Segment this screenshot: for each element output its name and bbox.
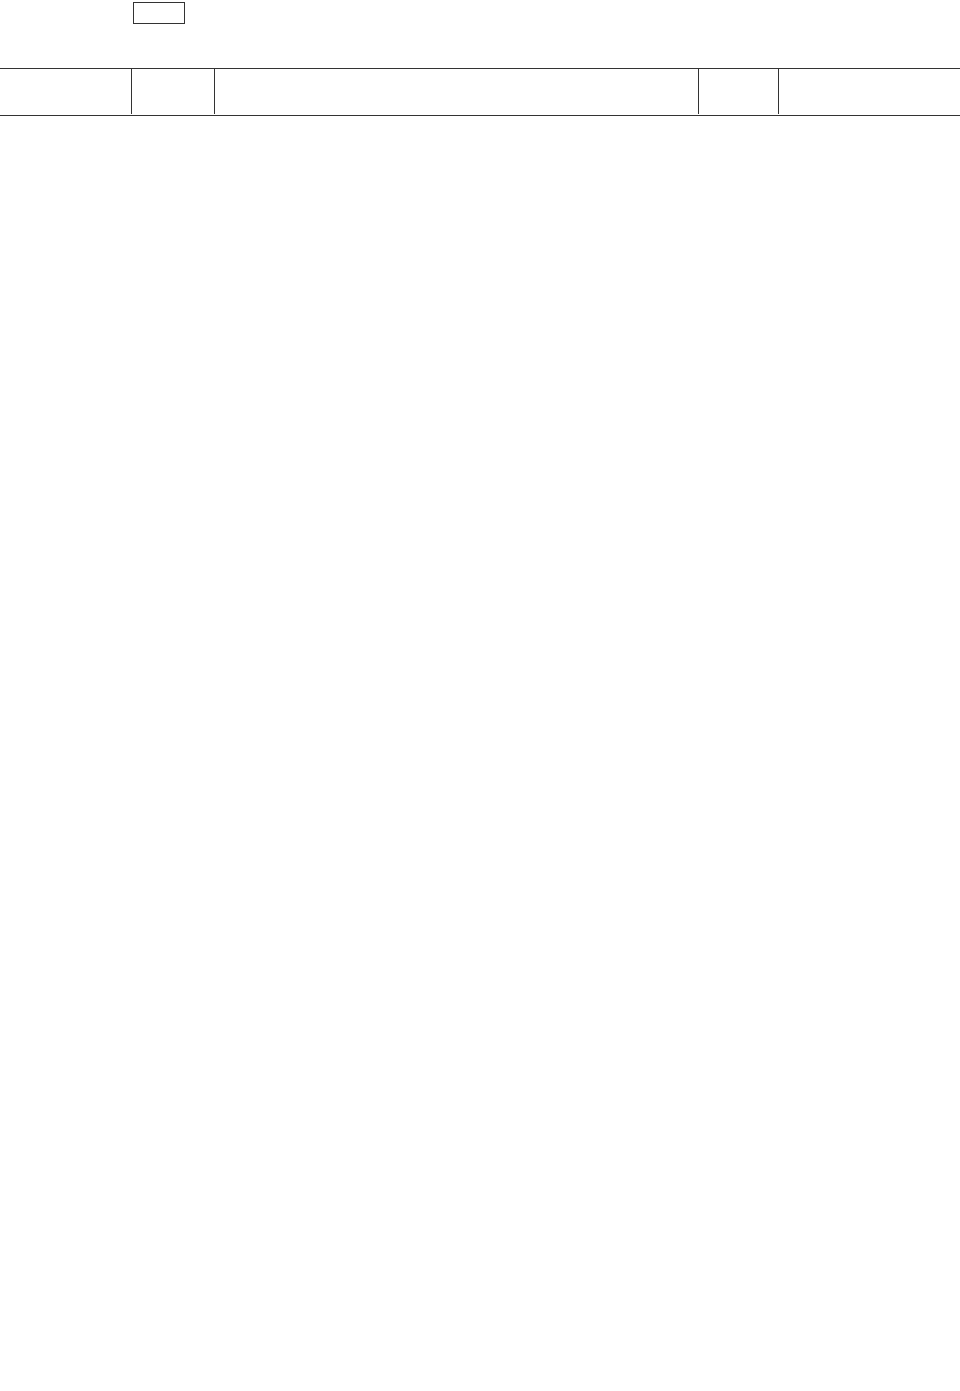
- col-header-description: [215, 69, 698, 115]
- language-badge: [133, 2, 185, 24]
- col-header-rate: [698, 69, 778, 115]
- col-header-kn: [0, 69, 131, 115]
- col-header-taric: [132, 69, 214, 115]
- page-header: [0, 0, 960, 30]
- divider: [214, 68, 215, 114]
- divider: [778, 68, 779, 114]
- divider: [131, 68, 132, 114]
- table-header: [0, 68, 960, 116]
- divider: [698, 68, 699, 114]
- col-header-period: [778, 69, 960, 115]
